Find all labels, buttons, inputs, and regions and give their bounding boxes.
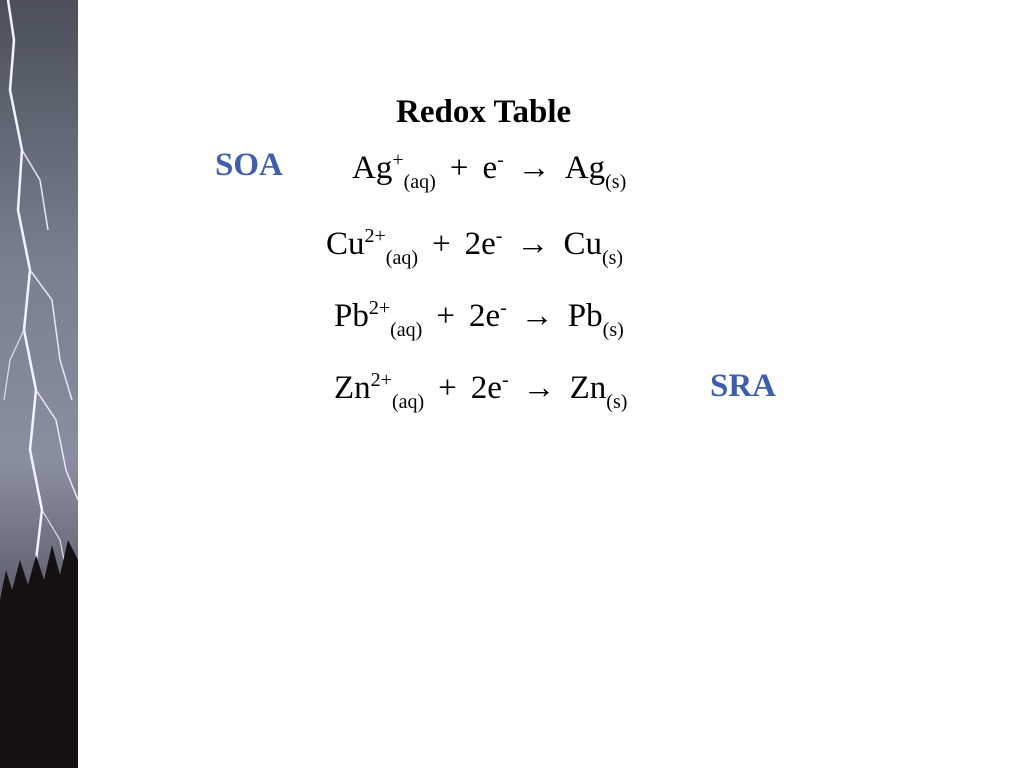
plus-sign: +: [438, 370, 457, 406]
product-state: (s): [601, 247, 624, 269]
ion-charge: 2+: [370, 369, 392, 391]
reaction-arrow: →: [517, 150, 551, 186]
reaction-copper: [326, 225, 624, 269]
electrons: 2e: [470, 370, 502, 406]
reactant: Cu: [326, 226, 365, 262]
electrons: e: [482, 150, 498, 186]
reaction-silver: [352, 149, 627, 193]
product: Pb: [567, 298, 603, 334]
electrons: 2e: [464, 226, 496, 262]
reaction-lead: [334, 297, 624, 341]
plus-sign: +: [436, 298, 455, 334]
reactant: Zn: [334, 370, 371, 406]
product-state: (s): [606, 391, 628, 413]
reactant-state: (aq): [385, 247, 418, 269]
reactant-state: (aq): [390, 319, 423, 341]
reaction-zinc: [334, 369, 628, 413]
ion-charge: 2+: [364, 225, 386, 247]
ion-charge: 2+: [368, 297, 391, 319]
electrons: 2e: [468, 298, 501, 334]
product: Zn: [569, 370, 607, 406]
electron-charge: -: [500, 297, 507, 319]
reactant-state: (aq): [391, 391, 425, 413]
reactant-state: (aq): [403, 171, 436, 193]
reaction-arrow: →: [516, 226, 550, 262]
plus-sign: +: [432, 226, 451, 262]
ion-charge: +: [392, 149, 404, 171]
product-state: (s): [605, 171, 627, 193]
slide-title: Redox Table: [396, 94, 572, 130]
sra-label: SRA: [710, 368, 777, 404]
electron-charge: -: [501, 369, 509, 391]
electron-charge: -: [497, 149, 504, 171]
product: Cu: [563, 226, 602, 262]
product: Ag: [564, 150, 606, 186]
lightning-image: [0, 0, 78, 768]
reaction-arrow: →: [522, 370, 556, 406]
reaction-arrow: →: [520, 298, 554, 334]
reactant: Pb: [334, 298, 369, 334]
electron-charge: -: [495, 225, 503, 247]
plus-sign: +: [449, 150, 469, 186]
soa-label: SOA: [215, 147, 283, 183]
product-state: (s): [602, 319, 624, 341]
reactant: Ag: [352, 150, 393, 186]
